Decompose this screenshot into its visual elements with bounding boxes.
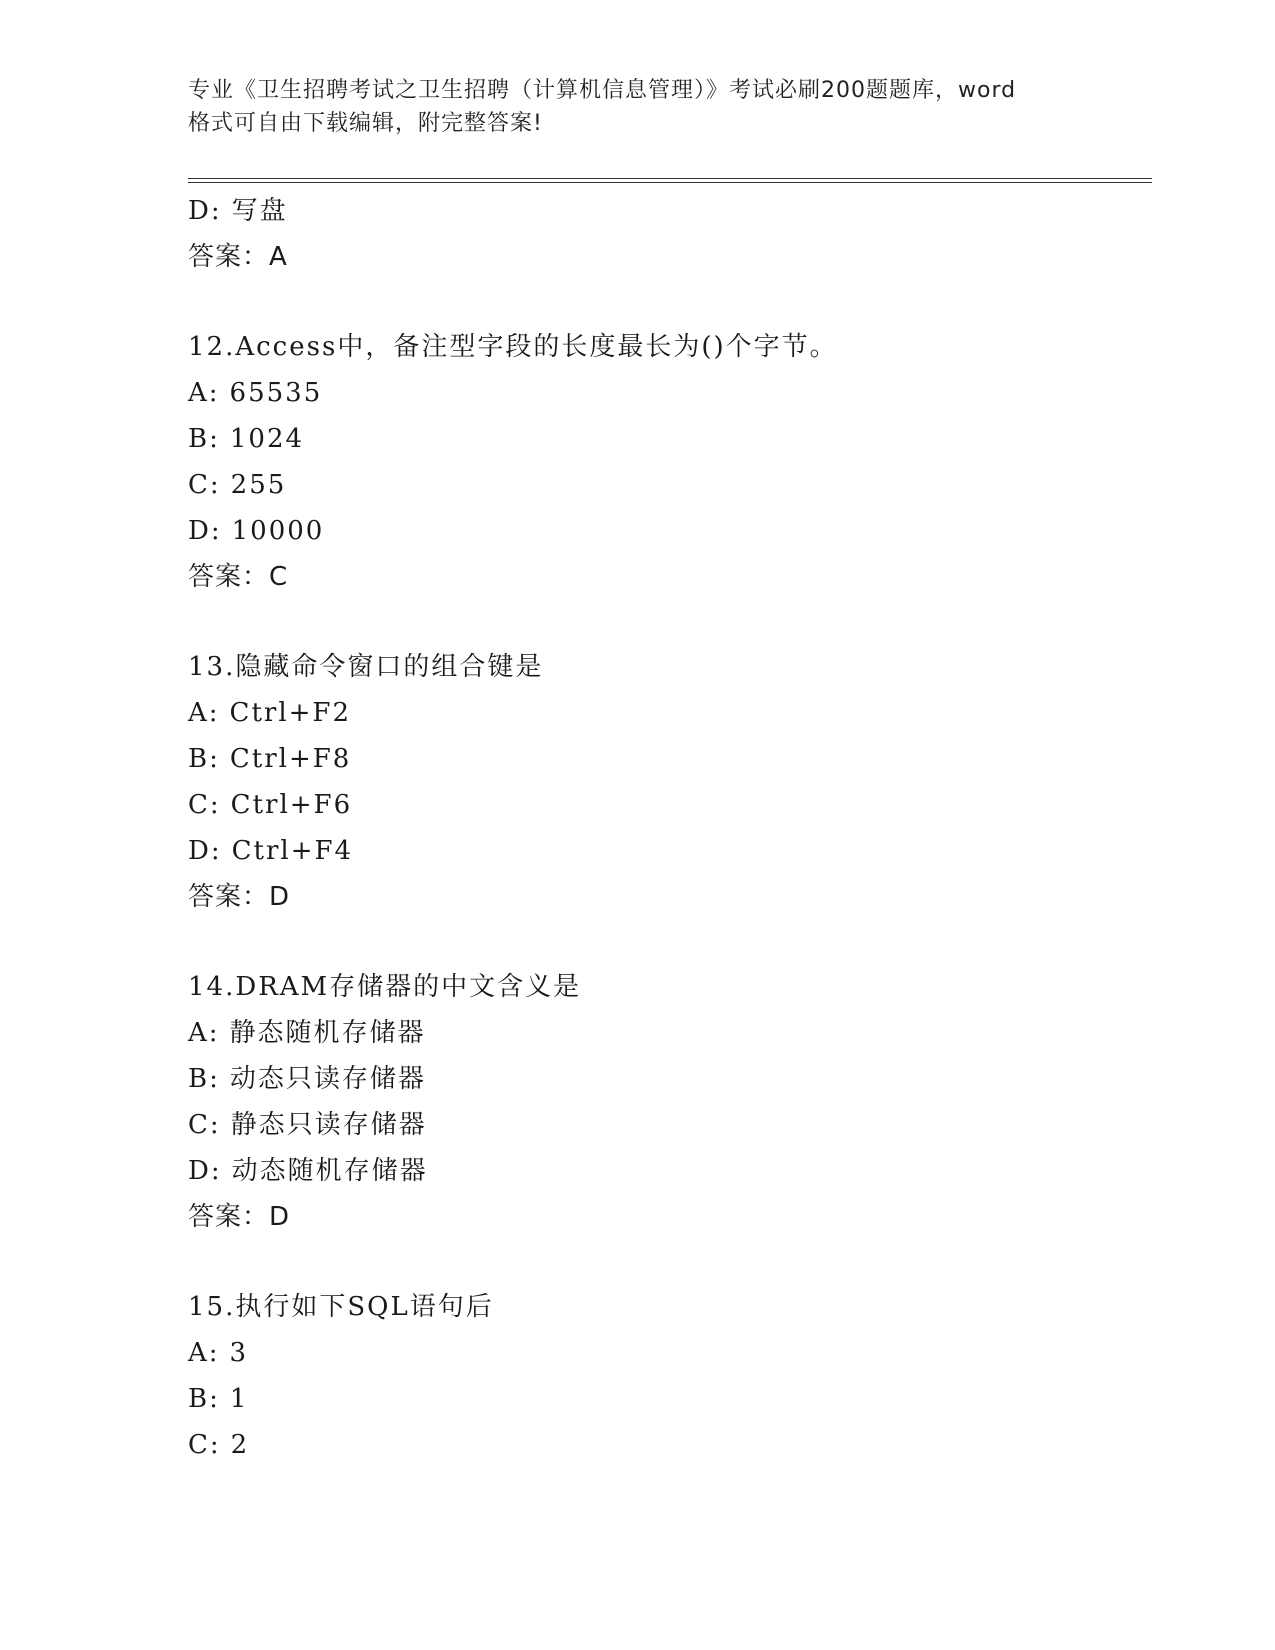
- option-separator: :: [208, 1338, 220, 1368]
- option-text: 动态只读存储器: [229, 1064, 426, 1094]
- option-text: 1: [229, 1384, 249, 1414]
- option-separator: :: [209, 1430, 221, 1460]
- option-text: 10000: [231, 516, 325, 546]
- option-separator: :: [209, 1384, 220, 1414]
- option-row: [188, 690, 1148, 736]
- option-separator: :: [210, 836, 222, 866]
- option-key: A: [188, 378, 209, 408]
- option-row: [188, 782, 1148, 828]
- option-separator: :: [210, 516, 222, 546]
- header-divider-bottom: [188, 182, 1152, 183]
- option-separator: :: [209, 790, 221, 820]
- question-gap: [188, 600, 1148, 644]
- option-text: 写盘: [231, 196, 288, 226]
- option-text: Ctrl+F8: [229, 744, 352, 774]
- option-text: 1024: [229, 424, 305, 454]
- header-line-2: 格式可自由下载编辑，附完整答案!: [188, 111, 543, 136]
- option-key: C: [188, 790, 210, 820]
- option-row: [188, 736, 1148, 782]
- question-stem: 15.执行如下SQL语句后: [188, 1292, 494, 1322]
- option-key: C: [188, 470, 210, 500]
- option-key: C: [188, 1430, 210, 1460]
- option-separator: :: [209, 744, 220, 774]
- option-row: [188, 1422, 1148, 1468]
- option-text: 动态随机存储器: [231, 1156, 428, 1186]
- option-separator: :: [209, 1110, 221, 1140]
- option-row: [188, 1056, 1148, 1102]
- option-text: 65535: [229, 378, 323, 408]
- option-key: B: [188, 424, 210, 454]
- option-key: D: [188, 836, 211, 866]
- option-key: B: [188, 1384, 210, 1414]
- option-key: D: [188, 516, 211, 546]
- header-divider-top: [188, 178, 1152, 179]
- question-list: [188, 188, 1148, 1468]
- option-key: A: [188, 1018, 209, 1048]
- option-separator: :: [208, 698, 220, 728]
- option-text: 静态只读存储器: [230, 1110, 427, 1140]
- question-stem: 14.DRAM存储器的中文含义是: [188, 972, 582, 1002]
- option-row: [188, 370, 1148, 416]
- option-key: B: [188, 1064, 210, 1094]
- question-gap: [188, 280, 1148, 324]
- option-key: D: [188, 1156, 211, 1186]
- option-row: [188, 828, 1148, 874]
- option-row: [188, 462, 1148, 508]
- option-text: 静态随机存储器: [229, 1018, 426, 1048]
- option-key: B: [188, 744, 210, 774]
- option-text: Ctrl+F6: [230, 790, 353, 820]
- question-gap: [188, 920, 1148, 964]
- option-row: [188, 188, 1148, 234]
- option-text: Ctrl+F4: [231, 836, 354, 866]
- option-row: [188, 1148, 1148, 1194]
- option-key: C: [188, 1110, 210, 1140]
- option-key: A: [188, 1338, 209, 1368]
- answer-line: 答案：D: [188, 1202, 291, 1232]
- answer-line: 答案：D: [188, 882, 291, 912]
- document-header: [188, 74, 1088, 140]
- question-stem: 13.隐藏命令窗口的组合键是: [188, 652, 544, 682]
- option-separator: :: [208, 378, 220, 408]
- option-separator: :: [209, 1064, 220, 1094]
- option-row: [188, 1102, 1148, 1148]
- option-key: A: [188, 698, 209, 728]
- option-text: 3: [229, 1338, 249, 1368]
- option-text: Ctrl+F2: [229, 698, 351, 728]
- option-separator: :: [208, 1018, 220, 1048]
- question-stem: 12.Access中，备注型字段的长度最长为()个字节。: [188, 332, 838, 362]
- option-key: D: [188, 196, 211, 226]
- option-row: [188, 1376, 1148, 1422]
- answer-line: 答案：C: [188, 562, 289, 592]
- option-separator: :: [210, 196, 222, 226]
- option-separator: :: [209, 470, 221, 500]
- option-row: [188, 508, 1148, 554]
- option-text: 2: [230, 1430, 250, 1460]
- option-row: [188, 416, 1148, 462]
- option-text: 255: [230, 470, 287, 500]
- answer-line: 答案：A: [188, 242, 288, 272]
- header-line-1: 专业《卫生招聘考试之卫生招聘（计算机信息管理）》考试必刷200题题库，word: [188, 78, 1017, 103]
- option-row: [188, 1010, 1148, 1056]
- option-separator: :: [210, 1156, 222, 1186]
- option-row: [188, 1330, 1148, 1376]
- option-separator: :: [209, 424, 220, 454]
- question-gap: [188, 1240, 1148, 1284]
